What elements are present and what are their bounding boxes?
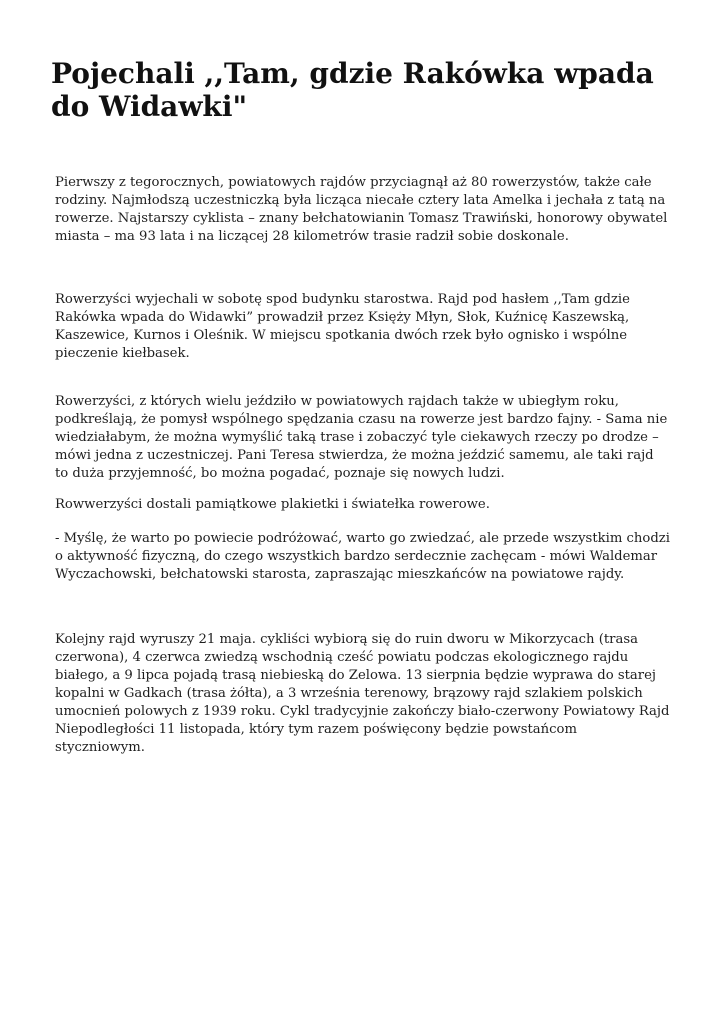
article-paragraph-2: Rowerzyści wyjechali w sobotę spod budynku starostwa. Rajd pod hasłem ,,Tam gdzie Rakówka wpada do Widawki” prowadził przez Księży Młyn, Słok, Kuźnicę Kaszewską, Kaszewice, Kurnos i Oleśnik. W miejscu spotkania dwóch rzek było ognisko i wspólne pieczenie kiełbasek.	[55, 292, 630, 361]
article-paragraph-4: Rowwerzyści dostali pamiątkowe plakietki i światełka rowerowe.	[55, 497, 490, 512]
article-paragraph-1: Pierwszy z tegorocznych, powiatowych rajdów przyciagnął aż 80 rowerzystów, także całe rodziny. Najmłodszą uczestniczką była licząca niecałe cztery lata Amelka i jechała z tatą na rowerze. Najstarszy cyklista – znany bełchatowianin Tomasz Trawiński, honorowy obywatel miasta – ma 93 lata i na liczącej 28 kilometrów trasie radził sobie doskonale.	[55, 175, 668, 244]
article-title: Pojechali ,,Tam, gdzie Rakówka wpada do Widawki"	[51, 57, 654, 123]
article-paragraph-6: Kolejny rajd wyruszy 21 maja. cykliści wybiorą się do ruin dworu w Mikorzycach (trasa czerwona), 4 czerwca zwiedzą wschodnią cześć powiatu podczas ekologicznego rajdu białego, a 9 lipca pojadą trasą niebieską do Zelowa. 13 sierpnia będzie wyprawa do starej kopalni w Gadkach (trasa żółta), a 3 września terenowy, brązowy rajd szlakiem polskich umocnień polowych z 1939 roku. Cykl tradycyjnie zakończy biało-czerwony Powiatowy Rajd Niepodległości 11 listopada, który tym razem poświęcony będzie powstańcom styczniowym.	[55, 632, 670, 755]
article-paragraph-3: Rowerzyści, z których wielu jeździło w powiatowych rajdach także w ubiegłym roku, podkreślają, że pomysł wspólnego spędzania czasu na rowerze jest bardzo fajny. - Sama nie wiedziałabym, że można wymyślić taką trase i zobaczyć tyle ciekawych rzeczy po drodze – mówi jedna z uczestniczej. Pani Teresa stwierdza, że można jeździć samemu, ale taki rajd to duża przyjemność, bo można pogadać, poznaje się nowych ludzi.	[55, 394, 668, 481]
article-paragraph-5: - Myślę, że warto po powiecie podróżować, warto go zwiedzać, ale przede wszystkim chodzi o aktywność fizyczną, do czego wszystkich bardzo serdecznie zachęcam - mówi Waldemar Wyczachowski, bełchatowski starosta, zapraszając mieszkańców na powiatowe rajdy.	[55, 531, 670, 582]
